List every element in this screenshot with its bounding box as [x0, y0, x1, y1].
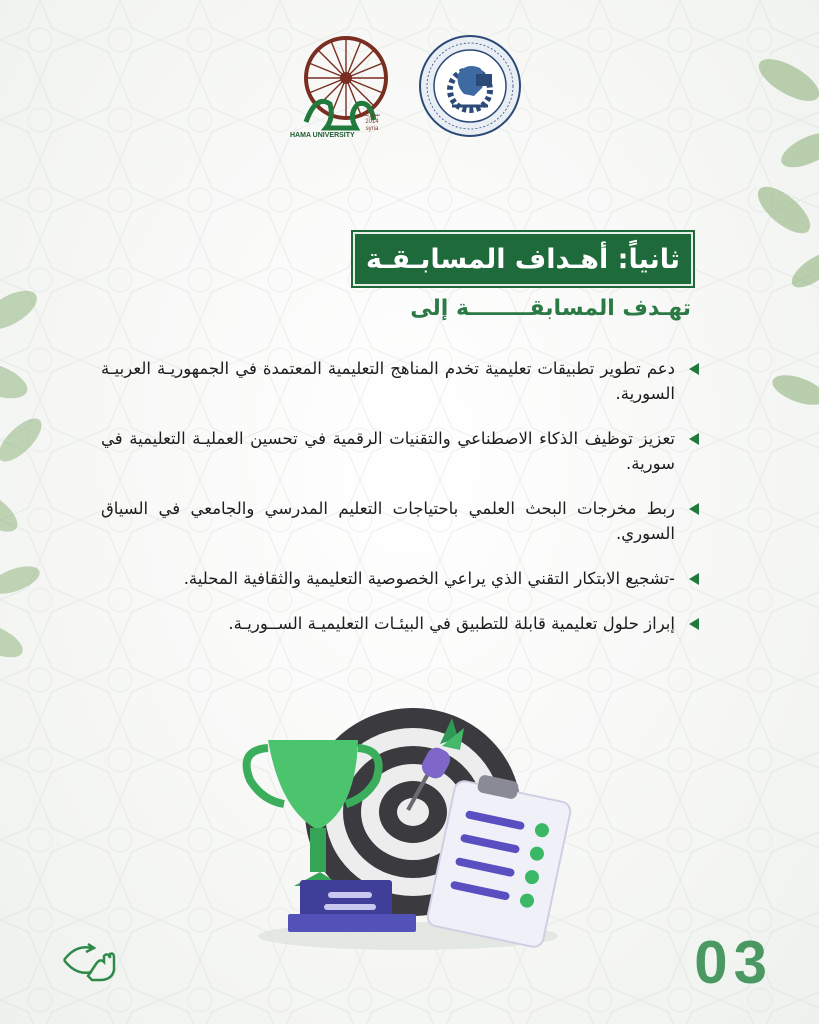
- university-logo-year-text: 2014: [365, 119, 379, 125]
- hand-swipe-icon: [58, 938, 118, 982]
- university-logo-caption: HAMA UNIVERSITY: [290, 132, 355, 139]
- goal-item-5: [101, 611, 701, 636]
- goal-text: إبراز حلول تعليمية قابلة للتطبيق في البيئـات التعليميـة الســوريـة.: [228, 614, 675, 633]
- goal-item-2: [101, 426, 701, 476]
- triangle-left-icon: [689, 433, 699, 445]
- goal-item-1: [101, 356, 701, 406]
- goal-item-4: [101, 566, 701, 591]
- goal-text: تعزيز توظيف الذكاء الاصطناعي والتقنيات الرقمية في تحسين العمليـة التعليمية في سورية.: [101, 429, 675, 473]
- section-subtitle: تهـدف المسابقــــــــة إلى: [410, 296, 691, 321]
- goal-item-3: [101, 496, 701, 546]
- leaves-right-decoration: [729, 40, 819, 440]
- leaves-left-decoration: [0, 270, 80, 690]
- university-logo-country-ar: سورية: [364, 112, 380, 118]
- triangle-left-icon: [689, 503, 699, 515]
- university-logo-country-en: syria: [365, 126, 379, 132]
- section-title: ثانياً: أهـداف المسابـقـة: [365, 243, 681, 275]
- goals-list: [101, 356, 701, 656]
- goal-text: ربط مخرجات البحث العلمي باحتياجات التعليم المدرسي والجامعي في السياق السوري.: [101, 499, 675, 543]
- triangle-left-icon: [689, 363, 699, 375]
- goal-text: دعم تطوير تطبيقات تعليمية تخدم المناهج التعليمية المعتمدة في الجمهوريـة العربيـة السورية.: [101, 359, 675, 403]
- triangle-left-icon: [689, 618, 699, 630]
- triangle-left-icon: [689, 573, 699, 585]
- university-logo-year: [364, 112, 380, 133]
- logos-header: [290, 32, 530, 152]
- page-number: 03: [694, 929, 773, 996]
- applied-faculty-logo: [418, 34, 522, 138]
- goal-text: -تشجيع الابتكار التقني الذي يراعي الخصوصية التعليمية والثقافية المحلية.: [183, 569, 675, 588]
- section-title-box: [353, 232, 693, 286]
- trophy-target-checklist-illustration: [228, 700, 578, 960]
